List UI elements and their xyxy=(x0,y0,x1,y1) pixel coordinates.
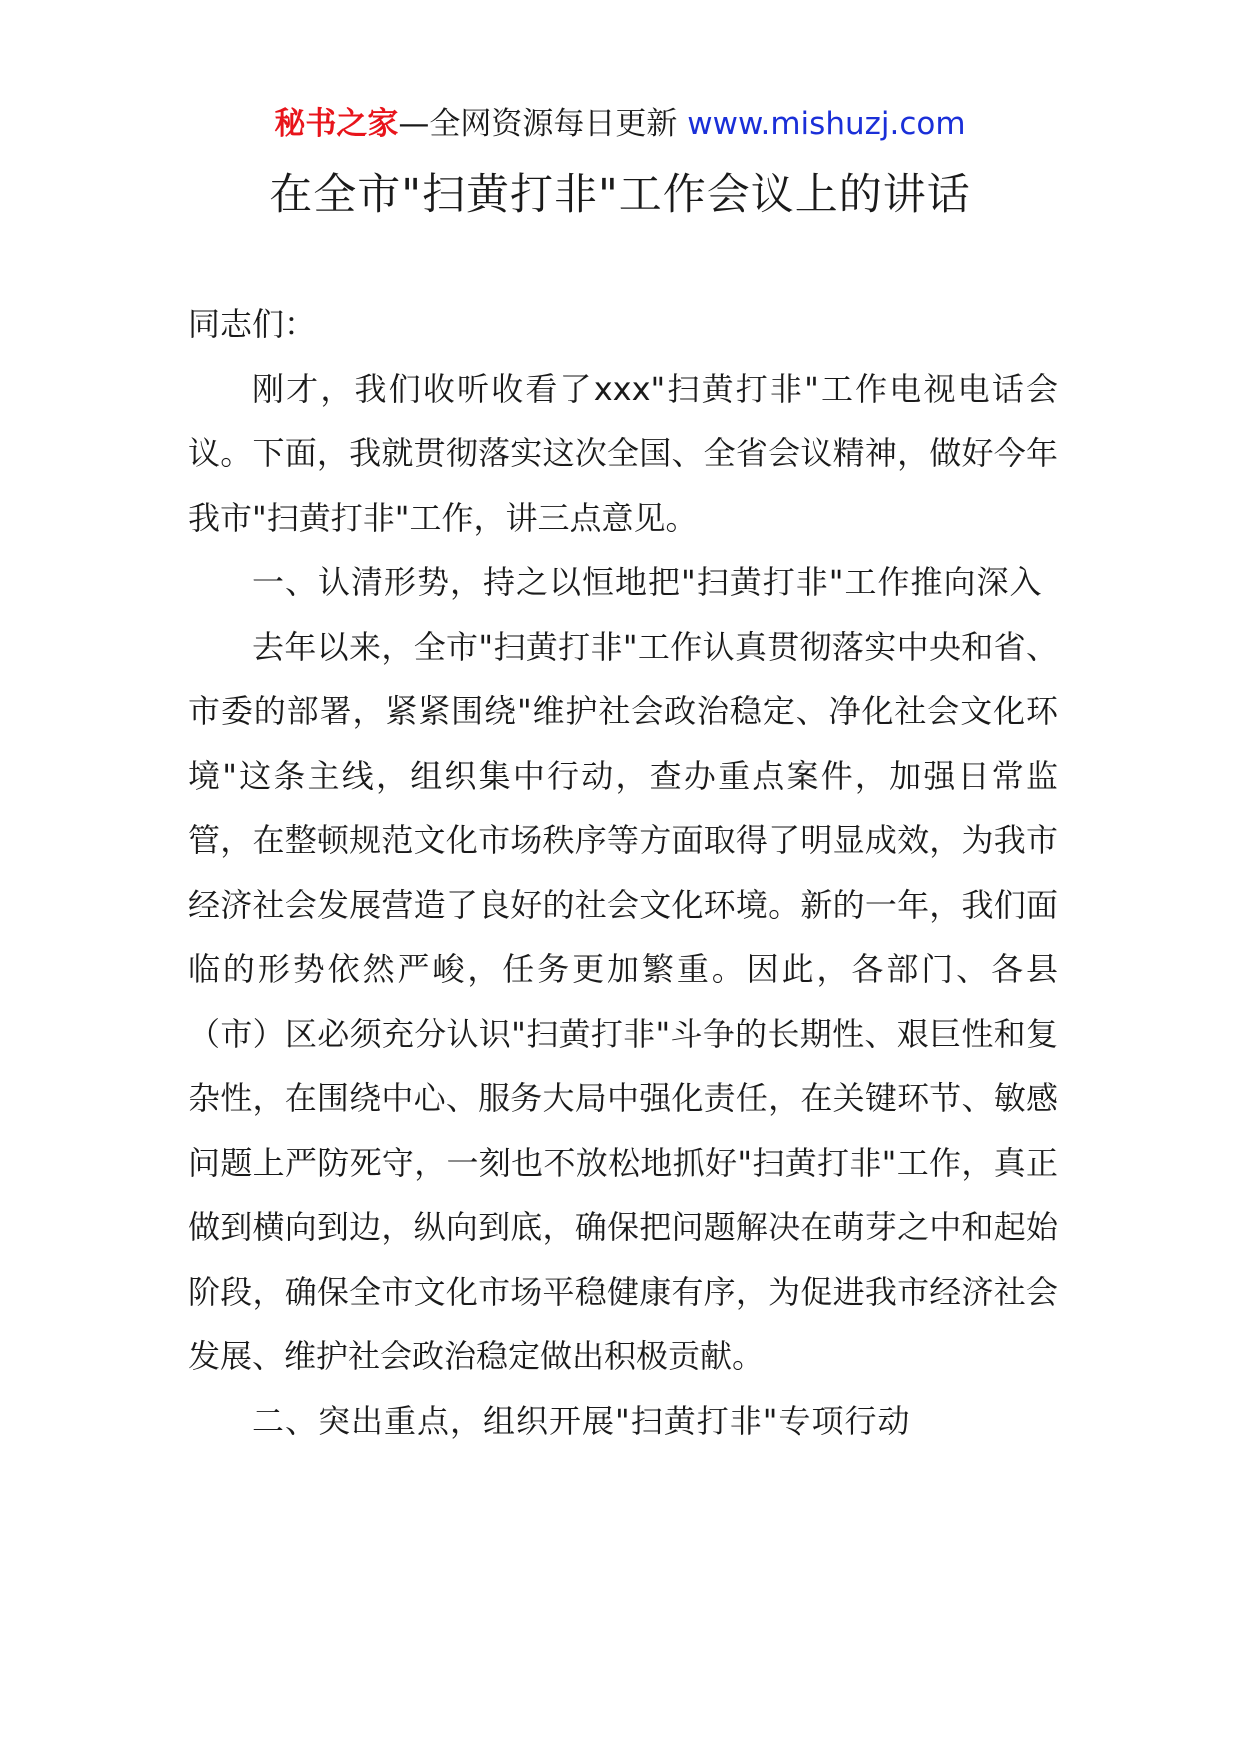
intro-paragraph: 刚才，我们收听收看了xxx"扫黄打非"工作电视电话会议。下面，我就贯彻落实这次全国、全省会议精神，做好今年我市"扫黄打非"工作，讲三点意见。 xyxy=(188,369,1058,537)
document-body xyxy=(188,292,1058,1453)
site-header xyxy=(0,100,1240,148)
section-heading-1: 一、认清形势，持之以恒地把"扫黄打非"工作推向深入 xyxy=(252,563,1043,601)
document-title: 在全市"扫黄打非"工作会议上的讲话 xyxy=(269,170,971,220)
site-url-link[interactable]: www.mishuzj.com xyxy=(687,106,966,142)
brand-name: 秘书之家 xyxy=(274,106,399,142)
header-tagline: —全网资源每日更新 xyxy=(398,106,688,142)
section-1-paragraph: 去年以来，全市"扫黄打非"工作认真贯彻落实中央和省、市委的部署，紧紧围绕"维护社会政治稳定、净化社会文化环境"这条主线，组织集中行动，查办重点案件，加强日常监管，在整顿规范文化市场秩序等方面取得了明显成效，为我市经济社会发展营造了良好的社会文化环境。新的一年，我们面临的形势依然严峻，任务更加繁重。因此，各部门、各县（市）区必须充分认识"扫黄打非"斗争的长期性、艰巨性和复杂性，在围绕中心、服务大局中强化责任，在关键环节、敏感问题上严防死守，一刻也不放松地抓好"扫黄打非"工作，真正做到横向到边，纵向到底，确保把问题解决在萌芽之中和起始阶段，确保全市文化市场平稳健康有序，为促进我市经济社会发展、维护社会政治稳定做出积极贡献。 xyxy=(188,627,1058,1375)
section-heading-2: 二、突出重点，组织开展"扫黄打非"专项行动 xyxy=(252,1401,911,1440)
salutation: 同志们： xyxy=(188,305,317,343)
